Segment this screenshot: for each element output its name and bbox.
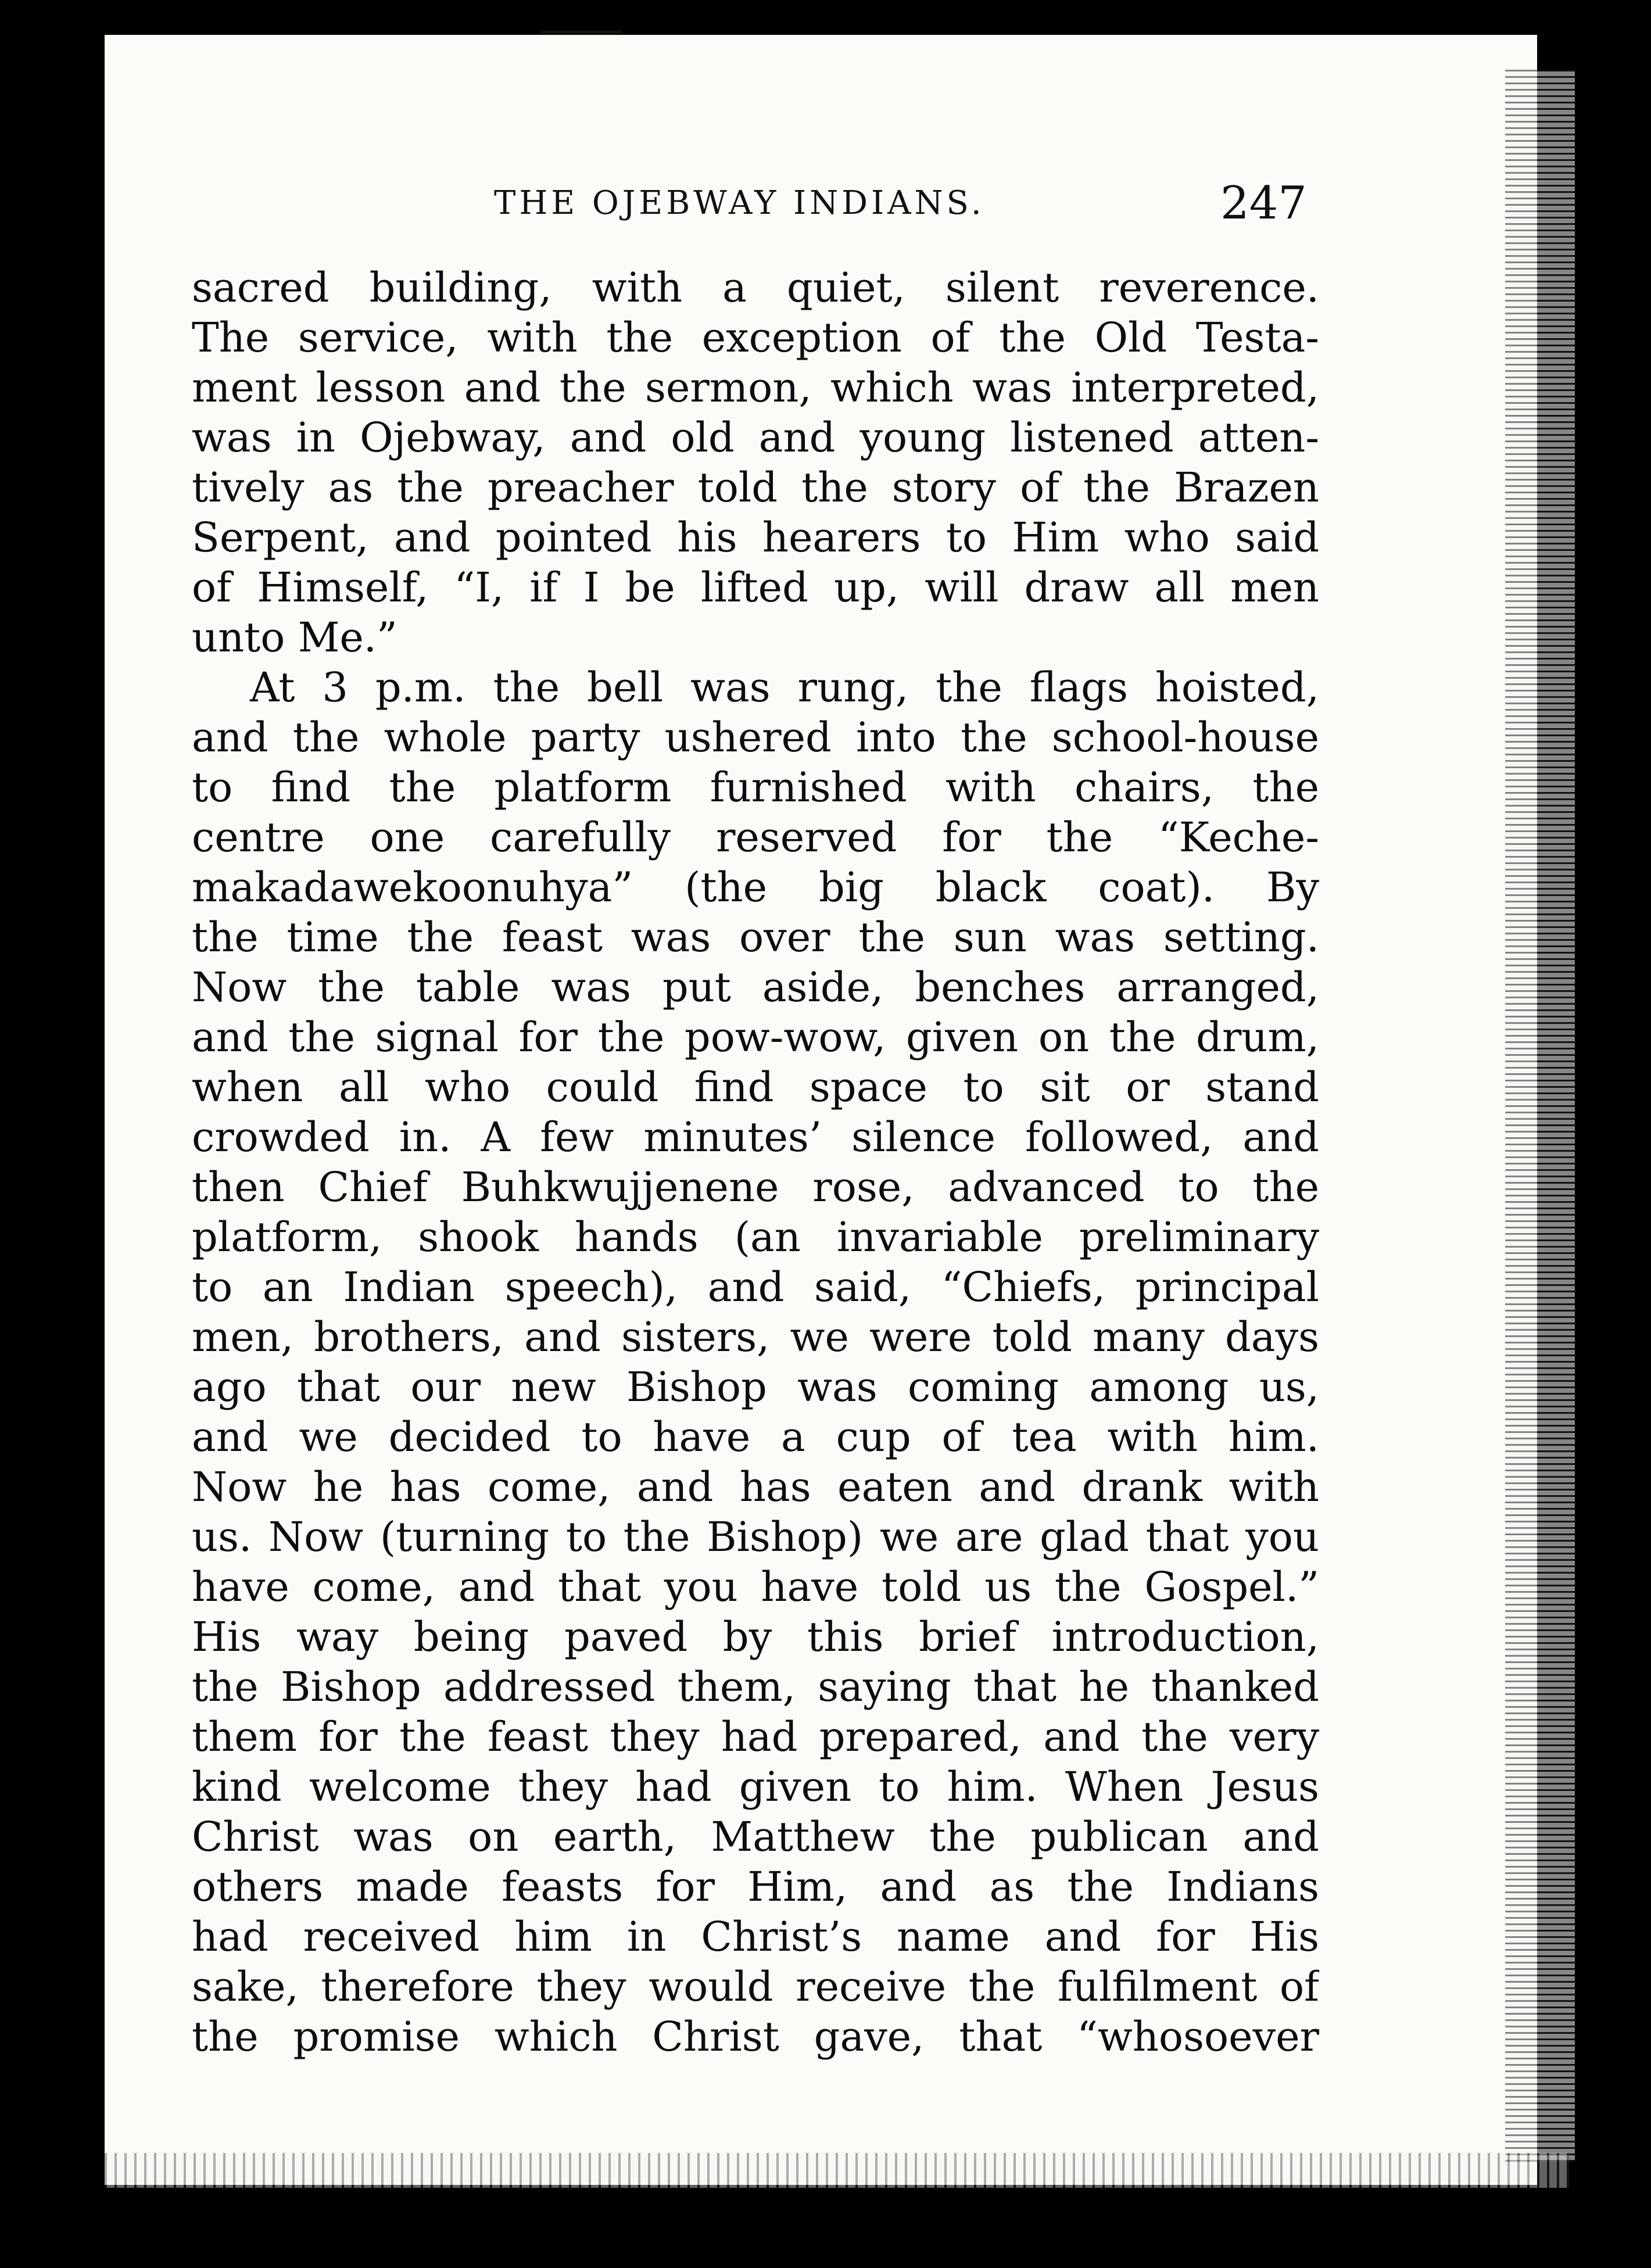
text-line: unto Me.” bbox=[192, 614, 397, 661]
running-title: THE OJEBWAY INDIANS. bbox=[494, 184, 985, 222]
text-line: Now the table was put aside, benches arranged, bbox=[192, 963, 1319, 1011]
page-edge bbox=[1505, 70, 1575, 2162]
text-line: the promise which Christ gave, that “whosoever bbox=[192, 2013, 1319, 2061]
text-line: makadawekoonuhya” (the big black coat). By bbox=[192, 864, 1319, 911]
text-line: and we decided to have a cup of tea with him. bbox=[192, 1413, 1319, 1461]
text-line: centre one carefully reserved for the “Keche- bbox=[192, 814, 1319, 861]
scan-mark bbox=[540, 30, 622, 34]
text-line: had received him in Christ’s name and for His bbox=[192, 1913, 1319, 1961]
text-line: and the whole party ushered into the school-house bbox=[192, 714, 1319, 761]
text-line: to an Indian speech), and said, “Chiefs, principal bbox=[192, 1263, 1319, 1311]
text-line: the Bishop addressed them, saying that he thanked bbox=[192, 1663, 1319, 1711]
text-line: the time the feast was over the sun was setting. bbox=[192, 913, 1319, 961]
text-line: Now he has come, and has eaten and drank with bbox=[192, 1463, 1319, 1511]
page-bottom-edge bbox=[105, 2153, 1569, 2188]
text-line: At 3 p.m. the bell was rung, the flags hoisted, bbox=[250, 664, 1319, 711]
text-line: sake, therefore they would receive the fulfilment of bbox=[192, 1963, 1319, 2011]
text-line: His way being paved by this brief introduction, bbox=[192, 1613, 1319, 1661]
page-number: 247 bbox=[1220, 177, 1307, 230]
text-line: and the signal for the pow-wow, given on the drum, bbox=[192, 1013, 1319, 1061]
text-line: sacred building, with a quiet, silent reverence. bbox=[192, 264, 1319, 311]
text-line: then Chief Buhkwujjenene rose, advanced to the bbox=[192, 1163, 1319, 1211]
text-line: was in Ojebway, and old and young listened atten- bbox=[192, 414, 1319, 461]
text-line: platform, shook hands (an invariable preliminary bbox=[192, 1213, 1319, 1261]
running-head bbox=[192, 169, 1354, 238]
text-line: The service, with the exception of the Old Testa- bbox=[192, 314, 1319, 361]
text-line: crowded in. A few minutes’ silence followed, and bbox=[192, 1113, 1319, 1161]
text-line: kind welcome they had given to him. When Jesus bbox=[192, 1763, 1319, 1811]
text-line: others made feasts for Him, and as the Indians bbox=[192, 1863, 1319, 1911]
text-line: Christ was on earth, Matthew the publican and bbox=[192, 1813, 1319, 1861]
text-line: tively as the preacher told the story of the Brazen bbox=[192, 464, 1319, 511]
text-line: to find the platform furnished with chairs, the bbox=[192, 764, 1319, 811]
text-line: of Himself, “I, if I be lifted up, will draw all men bbox=[192, 564, 1319, 611]
body-text bbox=[192, 263, 1319, 2062]
text-line: us. Now (turning to the Bishop) we are glad that you bbox=[192, 1513, 1319, 1561]
text-line: them for the feast they had prepared, and the very bbox=[192, 1713, 1319, 1761]
text-line: when all who could find space to sit or stand bbox=[192, 1063, 1319, 1111]
text-line: have come, and that you have told us the Gospel.” bbox=[192, 1563, 1319, 1611]
text-line: ment lesson and the sermon, which was interpreted, bbox=[192, 364, 1319, 411]
text-line: Serpent, and pointed his hearers to Him who said bbox=[192, 514, 1319, 561]
text-line: ago that our new Bishop was coming among us, bbox=[192, 1363, 1319, 1411]
text-line: men, brothers, and sisters, we were told many days bbox=[192, 1313, 1319, 1361]
